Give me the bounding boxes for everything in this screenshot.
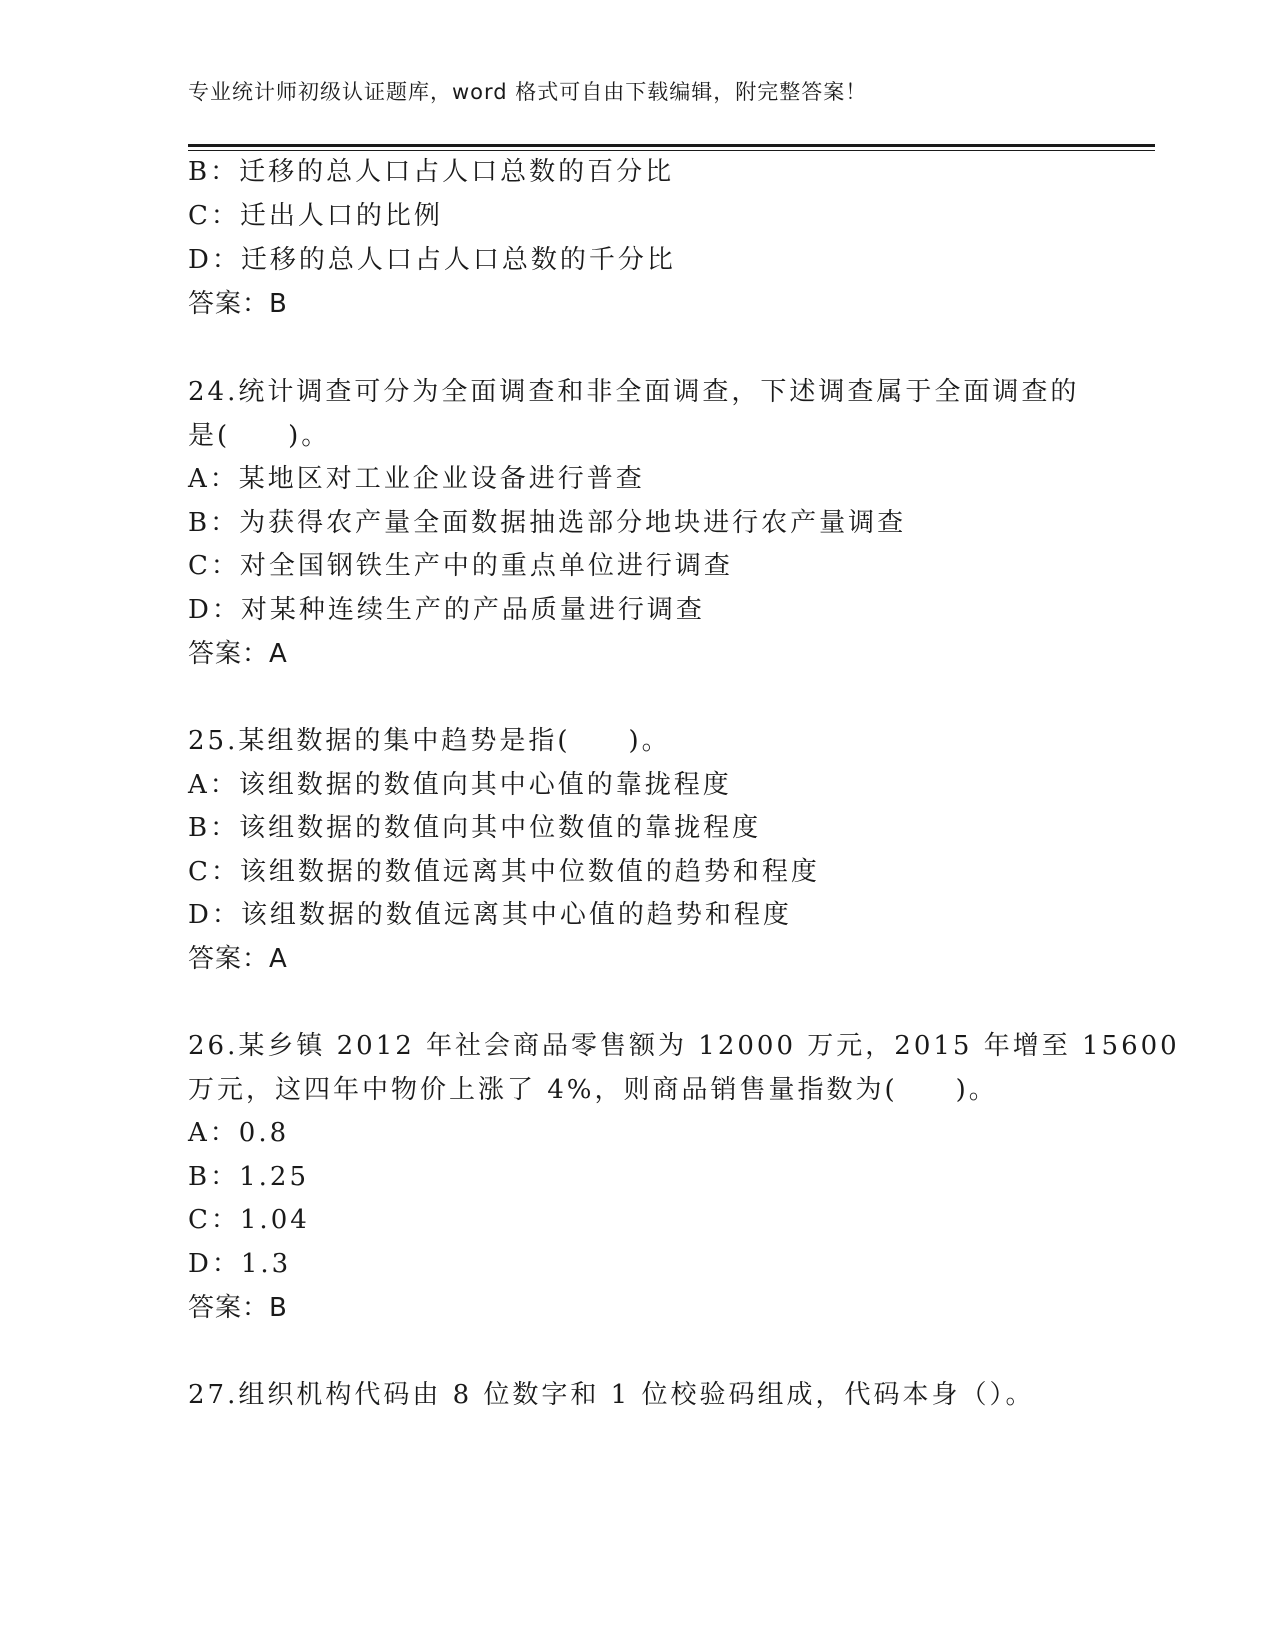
page-header: 专业统计师初级认证题库，word 格式可自由下载编辑，附完整答案！ — [188, 80, 868, 104]
question-25: 25.某组数据的集中趋势是指( )。 — [188, 726, 671, 756]
question-26-line1: 26.某乡镇 2012 年社会商品零售额为 12000 万元，2015 年增至 15600 — [188, 1031, 1180, 1061]
option-b-q23: B：迁移的总人口占人口总数的百分比 — [188, 157, 675, 187]
header-rule-thick — [188, 144, 1155, 147]
option-d-q23: D：迁移的总人口占人口总数的千分比 — [188, 245, 676, 275]
answer-q24: 答案：A — [188, 639, 288, 669]
answer-q25: 答案：A — [188, 944, 288, 974]
option-a-q25: A：该组数据的数值向其中心值的靠拢程度 — [188, 770, 732, 800]
option-a-q24: A：某地区对工业企业设备进行普查 — [188, 464, 645, 494]
option-c-q26: C：1.04 — [188, 1205, 310, 1235]
question-26-line2: 万元，这四年中物价上涨了 4%，则商品销售量指数为( )。 — [188, 1075, 998, 1105]
option-b-q24: B：为获得农产量全面数据抽选部分地块进行农产量调查 — [188, 508, 907, 538]
option-d-q25: D：该组数据的数值远离其中心值的趋势和程度 — [188, 900, 792, 930]
question-27: 27.组织机构代码由 8 位数字和 1 位校验码组成，代码本身（）。 — [188, 1380, 1035, 1410]
option-b-q26: B：1.25 — [188, 1162, 309, 1192]
option-c-q23: C：迁出人口的比例 — [188, 201, 443, 231]
option-d-q26: D：1.3 — [188, 1249, 292, 1279]
header-rule-thin — [188, 150, 1155, 151]
answer-q23: 答案：B — [188, 289, 288, 319]
option-c-q24: C：对全国钢铁生产中的重点单位进行调查 — [188, 551, 733, 581]
question-24-line1: 24.统计调查可分为全面调查和非全面调查，下述调查属于全面调查的 — [188, 377, 1080, 407]
answer-q26: 答案：B — [188, 1293, 288, 1323]
question-24-line2: 是( )。 — [188, 421, 331, 451]
option-c-q25: C：该组数据的数值远离其中位数值的趋势和程度 — [188, 857, 820, 887]
option-d-q24: D：对某种连续生产的产品质量进行调查 — [188, 595, 705, 625]
option-a-q26: A：0.8 — [188, 1118, 290, 1148]
option-b-q25: B：该组数据的数值向其中位数值的靠拢程度 — [188, 813, 762, 843]
